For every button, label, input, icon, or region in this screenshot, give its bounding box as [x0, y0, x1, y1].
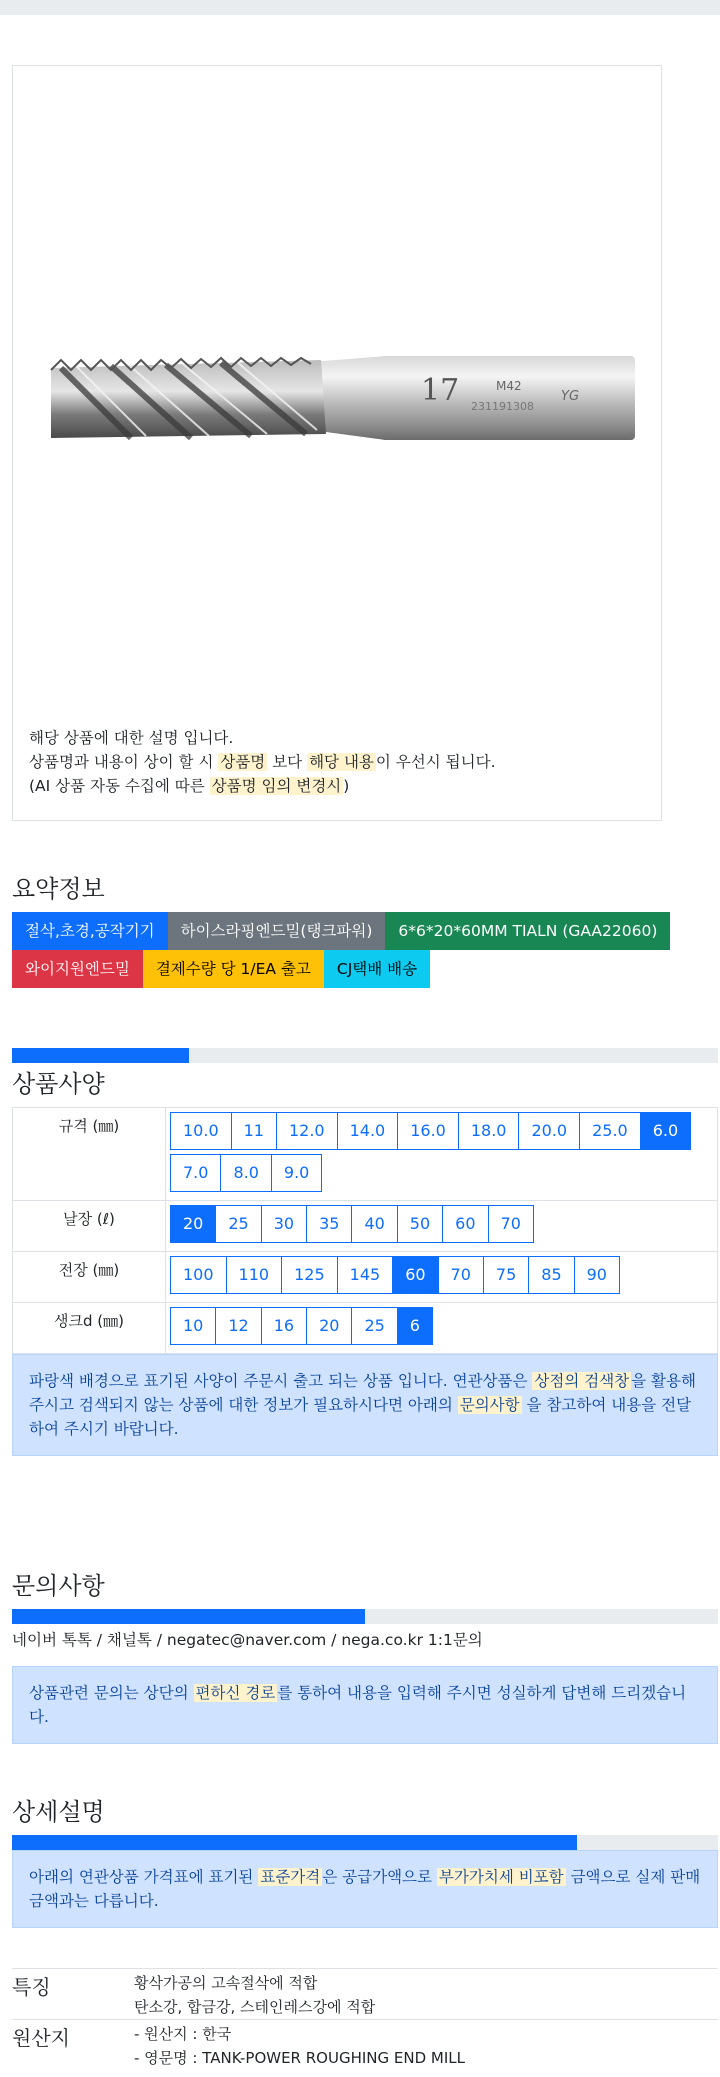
contact-links	[12, 1628, 708, 1650]
badge-product-line: 하이스라핑엔드밀(탱크파워)	[168, 912, 386, 950]
highlight-search: 상점의 검색창	[534, 1372, 630, 1390]
detail-notice	[12, 1850, 718, 1928]
spec-row	[13, 1108, 718, 1201]
spec-row-options	[166, 1108, 718, 1201]
engraving-brand: YG	[561, 389, 580, 404]
contact-progress-bar	[12, 1609, 718, 1624]
option-button[interactable]: 100	[170, 1256, 227, 1294]
feature-line: - 영문명 : TANK-POWER ROUGHING END MILL	[134, 2049, 465, 2067]
option-button[interactable]: 25	[215, 1205, 261, 1243]
summary-badges	[12, 912, 718, 988]
option-button-selected[interactable]: 20	[170, 1205, 216, 1243]
spec-table	[12, 1107, 718, 1354]
spec-row-options	[166, 1252, 718, 1303]
badge-model: 6*6*20*60MM TIALN (GAA22060)	[385, 912, 670, 950]
desc-text: )	[343, 777, 350, 795]
page-content	[0, 65, 720, 2070]
option-button[interactable]: 10.0	[170, 1112, 232, 1150]
detail-title: 상세설명	[12, 1798, 105, 1826]
spec-row-label: 규격 (㎜)	[13, 1108, 166, 1201]
highlight-name-change: 상품명 임의 변경시	[211, 777, 342, 795]
spec-progress-fill	[12, 1048, 189, 1063]
spec-row-label: 날장 (ℓ)	[13, 1201, 166, 1252]
spec-row-label: 전장 (㎜)	[13, 1252, 166, 1303]
option-button[interactable]: 14.0	[337, 1112, 399, 1150]
link-naver-talk[interactable]: 네이버 톡톡	[12, 1631, 92, 1649]
separator: /	[151, 1631, 167, 1649]
contact-notice	[12, 1666, 718, 1744]
feature-value	[134, 2020, 465, 2070]
highlight-standard-price: 표준가격	[260, 1868, 321, 1886]
feature-key: 원산지	[12, 2026, 70, 2050]
detail-section	[12, 1792, 708, 2070]
separator: /	[326, 1631, 342, 1649]
option-button[interactable]: 8.0	[220, 1154, 271, 1192]
option-grid	[170, 1112, 713, 1196]
option-button[interactable]: 20.0	[518, 1112, 580, 1150]
contact-progress-fill	[12, 1609, 365, 1624]
option-button[interactable]: 10	[170, 1307, 216, 1345]
link-email[interactable]: negatec@naver.com	[166, 1631, 327, 1649]
engraving-code: 231191308	[471, 400, 534, 413]
option-button[interactable]: 25.0	[579, 1112, 641, 1150]
option-button[interactable]: 9.0	[271, 1154, 322, 1192]
option-button[interactable]: 12.0	[276, 1112, 338, 1150]
option-button[interactable]: 7.0	[170, 1154, 221, 1192]
badge-shipping: CJ택배 배송	[324, 950, 430, 988]
feature-key: 특징	[12, 1975, 51, 1999]
feature-value	[134, 1969, 375, 2019]
notice-text: 을 참고하여 내용을 전달하여 주시기 바랍니다.	[29, 1396, 692, 1438]
feature-line: - 원산지 : 한국	[134, 2025, 232, 2043]
feature-line: 탄소강, 합금강, 스테인레스강에 적합	[134, 1998, 376, 2016]
product-image-box	[12, 65, 662, 821]
option-button[interactable]: 90	[574, 1256, 620, 1294]
option-button[interactable]: 40	[351, 1205, 397, 1243]
detail-progress-bar	[12, 1835, 718, 1850]
option-button[interactable]: 11	[231, 1112, 277, 1150]
spec-row	[13, 1201, 718, 1252]
spec-row	[13, 1303, 718, 1354]
features-list	[12, 1968, 718, 2070]
option-button[interactable]: 75	[483, 1256, 529, 1294]
badge-quantity: 결제수량 당 1/EA 출고	[143, 950, 324, 988]
option-grid	[170, 1307, 713, 1349]
top-progress-bar	[0, 0, 720, 15]
badge-brand: 와이지원엔드밀	[12, 950, 143, 988]
end-mill-product-image	[41, 338, 641, 458]
option-button[interactable]: 50	[397, 1205, 443, 1243]
notice-text: 를 통하여 내용을 입력해 주시면 성실하게 답변해 드리겠습니다.	[29, 1684, 687, 1726]
spec-notice	[12, 1354, 718, 1456]
option-button[interactable]: 25	[351, 1307, 397, 1345]
highlight-product-name: 상품명	[220, 753, 266, 771]
option-button[interactable]: 12	[215, 1307, 261, 1345]
detail-progress-fill	[12, 1835, 577, 1850]
option-button[interactable]: 70	[438, 1256, 484, 1294]
spec-section	[12, 1048, 708, 1456]
engraving-size: 17	[421, 373, 460, 408]
notice-text: 파랑색 배경으로 표기된 사양이 주문시 출고 되는 상품 입니다. 연관상품은	[29, 1372, 533, 1390]
option-button[interactable]: 16.0	[397, 1112, 459, 1150]
separator: /	[91, 1631, 107, 1649]
notice-text: 을 활용해 주시고 검색되지 않는 상품에 대한 정보가 필요하시다면 아래의	[29, 1372, 696, 1414]
option-button[interactable]: 110	[226, 1256, 283, 1294]
link-one-to-one[interactable]: nega.co.kr 1:1문의	[341, 1631, 483, 1649]
desc-text: 보다	[267, 753, 308, 771]
spec-title: 상품사양	[12, 1070, 105, 1098]
option-button[interactable]: 125	[281, 1256, 338, 1294]
spec-row	[13, 1252, 718, 1303]
link-channel-talk[interactable]: 채널톡	[106, 1631, 152, 1649]
desc-line-2	[29, 750, 496, 774]
desc-text: 상품명과 내용이 상이 할 시	[29, 753, 219, 771]
highlight-content: 해당 내용	[309, 753, 374, 771]
option-button[interactable]: 30	[261, 1205, 307, 1243]
badge-category: 절삭,초경,공작기기	[12, 912, 168, 950]
option-button-selected[interactable]: 6	[397, 1307, 433, 1345]
option-button-selected[interactable]: 60	[392, 1256, 438, 1294]
desc-text: (AI 상품 자동 수집에 따른	[29, 777, 210, 795]
spec-row-label: 생크d (㎜)	[13, 1303, 166, 1354]
notice-text: 상품관련 문의는 상단의	[29, 1684, 194, 1702]
contact-title: 문의사항	[12, 1572, 105, 1600]
spec-progress-bar	[12, 1048, 718, 1063]
product-description	[29, 726, 496, 798]
option-button[interactable]: 145	[337, 1256, 394, 1294]
desc-line-3	[29, 774, 496, 798]
summary-section	[12, 869, 708, 988]
notice-text: 은 공급가액으로	[322, 1868, 437, 1886]
feature-line: 황삭가공의 고속절삭에 적합	[134, 1974, 318, 1992]
option-button[interactable]: 20	[306, 1307, 352, 1345]
spec-row-options	[166, 1201, 718, 1252]
engraving-material: M42	[496, 379, 522, 393]
spec-row-options	[166, 1303, 718, 1354]
desc-text: 이 우선시 됩니다.	[375, 753, 496, 771]
notice-text: 금액으로 실제 판매금액과는 다릅니다.	[29, 1868, 701, 1910]
feature-row	[12, 2019, 718, 2070]
highlight-inquiry: 문의사항	[459, 1396, 520, 1414]
notice-text: 아래의 연관상품 가격표에 표기된	[29, 1868, 259, 1886]
option-button[interactable]: 70	[488, 1205, 534, 1243]
contact-section	[12, 1566, 708, 1744]
option-grid	[170, 1205, 713, 1247]
feature-row	[12, 1968, 718, 2019]
desc-line-1: 해당 상품에 대한 설명 입니다.	[29, 729, 234, 747]
option-button[interactable]: 16	[261, 1307, 307, 1345]
option-grid	[170, 1256, 713, 1298]
option-button[interactable]: 85	[528, 1256, 574, 1294]
option-button-selected[interactable]: 6.0	[640, 1112, 691, 1150]
highlight-vat: 부가가치세 비포함	[438, 1868, 564, 1886]
option-button[interactable]: 60	[442, 1205, 488, 1243]
summary-title: 요약정보	[12, 875, 105, 903]
highlight-route: 편하신 경로	[195, 1684, 276, 1702]
option-button[interactable]: 18.0	[458, 1112, 520, 1150]
option-button[interactable]: 35	[306, 1205, 352, 1243]
